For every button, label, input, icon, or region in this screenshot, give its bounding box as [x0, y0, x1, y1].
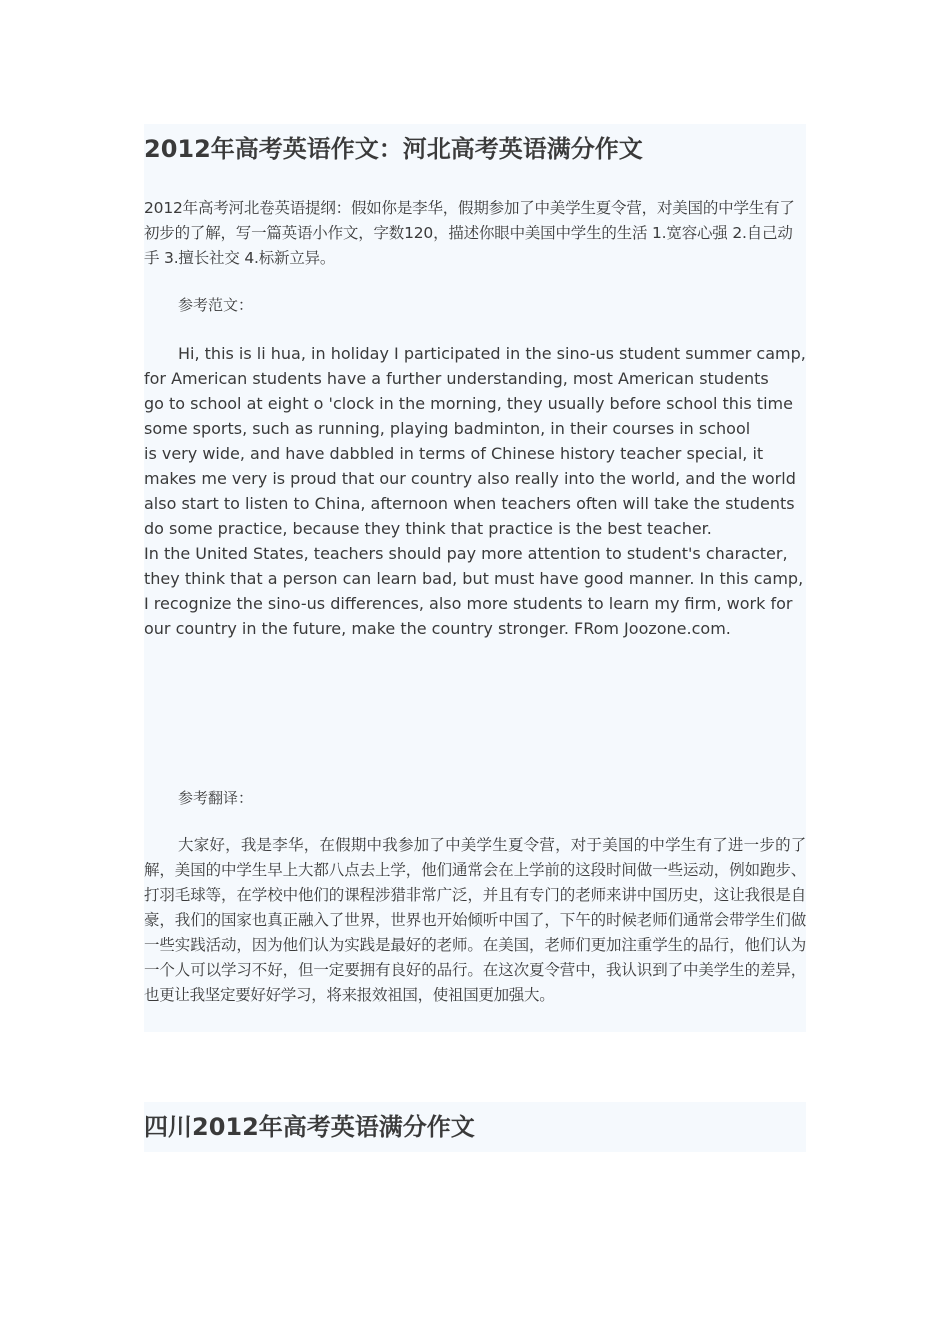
essay-paragraph: they think that a person can learn bad, but must have good manner. In this camp,: [144, 569, 804, 588]
article-title-sichuan: 四川2012年高考英语满分作文: [144, 1113, 475, 1141]
essay-prompt: 2012年高考河北卷英语提纲：假如你是李华，假期参加了中美学生夏令营，对美国的中学生有了初步的了解，写一篇英语小作文，字数120，描述你眼中美国中学生的生活 1.宽容心强 2.自己动手 3.擅长社交 4.标新立异。: [144, 199, 795, 267]
sample-essay: [144, 341, 806, 641]
essay-paragraph: In the United States, teachers should pay more attention to student's character,: [144, 544, 788, 563]
essay-paragraph: Hi, this is li hua, in holiday I participated in the sino-us student summer camp, for American students have a further understanding, most American students: [144, 344, 806, 388]
translation-text: 大家好，我是李华，在假期中我参加了中美学生夏令营，对于美国的中学生有了进一步的了解，美国的中学生早上大都八点去上学，他们通常会在上学前的这段时间做一些运动，例如跑步、打羽毛球等，在学校中他们的课程涉猎非常广泛，并且有专门的老师来讲中国历史，这让我很是自豪，我们的国家也真正融入了世界，世界也开始倾听中国了，下午的时候老师们通常会带学生们做一些实践活动，因为他们认为实践是最好的老师。在美国，老师们更加注重学生的品行，他们认为一个人可以学习不好，但一定要拥有良好的品行。在这次夏令营中，我认识到了中美学生的差异，也更让我坚定要好好学习，将来报效祖国，使祖国更加强大。: [144, 836, 806, 1004]
essay-paragraph: I recognize the sino-us differences, also more students to learn my firm, work for our country in the future, make the country stronger. FRom Joozone.com.: [144, 594, 793, 638]
sample-essay-label: 参考范文：: [178, 296, 254, 314]
essay-paragraph: go to school at eight o 'clock in the morning, they usually before school this time some sports, such as running, playing badminton, in their courses in school: [144, 394, 793, 438]
article-hebei: [144, 124, 806, 1032]
article-sichuan: [144, 1102, 806, 1152]
essay-paragraph: is very wide, and have dabbled in terms of Chinese history teacher special, it makes me very is proud that our country also really into the world, and the world also start to listen to China, afternoon when teachers often will take the students do some practice, because they think that practice is the best teacher.: [144, 444, 796, 538]
translation-label: 参考翻译：: [178, 789, 254, 807]
article-title-hebei: 2012年高考英语作文：河北高考英语满分作文: [144, 135, 643, 163]
